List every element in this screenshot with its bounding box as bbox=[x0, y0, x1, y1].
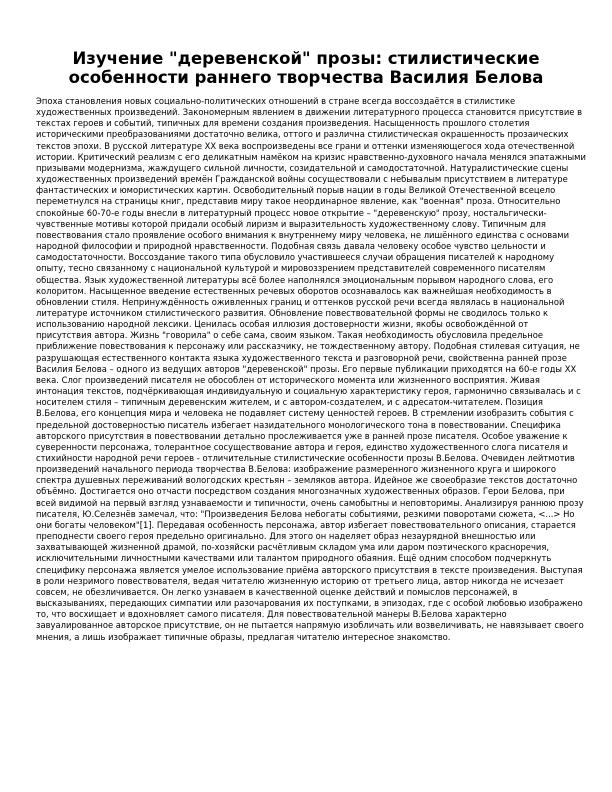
document-title: Изучение "деревенской" прозы: стилистические особенности раннего творчества Василия Белова bbox=[68, 49, 544, 87]
document-body-paragraph: Эпоха становления новых социально-политических отношений в стране всегда воссоздаётся в стилистике художественных произведений. Закономерным явлением в движении литературного процесса становится присутствие в текстах героев и событий, типичных для времени создания произведения. Насыщенность прошлого столетия историческими преобразованиями достаточно велика, оттого и различна стилистическая окрашенность прозаических текстов эпохи. В русской литературе XX века воспроизведены все грани и оттенки изменяющегося хода отечественной истории. Критический реализм с его деликатным намёком на кризис нравственно-духовного начала менялся эпатажными призывами модернизма, жаждущего сильной личности, созидательной и самодостаточной. Натуралистические сцены художественных произведений времён Гражданской войны сосуществовали с небывалым присутствием в литературе фантастических и юмористических картин. Освободительный порыв нации в годы Великой Отечественной всецело переметнулся на страницы книг, представив миру такое неординарное явление, как "военная" проза. Относительно спокойные 60-70-е годы внесли в литературный процесс новое открытие – "деревенскую" прозу, ностальгически-чувственные мотивы которой придали особый лиризм и выразительность художественному слову. Типичным для повествования стало проявление особого внимания к внутреннему миру человека, не лишённого единства с основами народной философии и природной нравственности. Подобная связь давала человеку особое чувство цельности и самодостаточности. Воссоздание такого типа обусловило участившееся случаи обращения писателей к народному опыту, тесно связанному с национальной культурой и мировоззрением представителей современного писателям общества. Язык художественной литературы всё более наполнялся эмоциональным порывом народного слова, его колоритом. Насыщенное введение естественных речевых оборотов осознавалось как важнейшая необходимость в обновлении стиля. Непринуждённость оживленных границ и оттенков русской речи всегда являлась в национальной литературе источником стилистического развития. Обновление повествовательной формы не сводилось только к использованию народной лексики. Ценилась особая иллюзия достоверности жизни, якобы освобождённой от присутствия автора. Жизнь "говорила" о себе сама, своим языком. Такая необходимость обусловила предельное приближение повествования к персонажу или рассказчику, не тождественному автору. Подобная стилевая ситуация, не разрушающая естественного контакта языка художественного текста и разговорной речи, свойственна ранней прозе Василия Белова – одного из ведущих авторов "деревенской" прозы. Его первые публикации приходятся на 60-е годы XX века. Слог произведений писателя не обособлен от исторического момента или жизненного восприятия. Живая интонация текстов, подчёркивающая индивидуальную и социальную характеристику героя, гармонично связывалась и с носителем стиля – типичным деревенским жителем, и с автором-создателем, и с адресатом-читателем. Позиция В.Белова, его концепция мира и человека не подавляет систему ценностей героев. В стремлении изобразить события с предельной достоверностью писатель избегает назидательного монологического тона в повествовании. Специфика авторского присутствия в повествовании детально прослеживается уже в ранней прозе писателя. Особое уважение к суверенности персонажа, толерантное сосуществование автора и героя, единство художественного слога писателя и стихийности народной речи героев - отличительные стилистические особенности прозы В.Белова. Очевиден лейтмотив произведений начального периода творчества В.Белова: изображение размеренного жизненного круга и широкого спектра душевных переживаний вологодских крестьян – земляков автора. Идейное же своеобразие текстов достаточно объёмно. Достигается оно отчасти посредством создания многозначных художественных образов. Герои Белова, при всей видимой на первый взгляд узнаваемости и типичности, очень самобытны и неповторимы. Анализируя раннюю прозу писателя, Ю.Селезнёв замечал, что: "Произведения Белова небогаты событиями, резкими поворотами сюжета, <...> Но они богаты человеком"[1]. Передавая особенность персонажа, автор избегает повествовательного описания, старается преподнести своего героя предельно оригинально. Для этого он наделяет образ незаурядной внешностью или захватывающей жизненной драмой, по-хозяйски расчётливым складом ума или даром поэтического красноречия, исключительными личностными качествами или талантом природного обаяния. Ещё одним способом подчеркнуть специфику персонажа является умелое использование приёма авторского присутствия в тексте произведения. Выступая в роли незримого повествователя, ведая читателю жизненную историю от третьего лица, автор никогда не исчезает совсем, не обезличивается. Он легко узнаваем в качественной оценке действий и помыслов персонажей, в высказываниях, передающих симпатии или разочарования их поступками, в эпизодах, где с особой любовью изображено то, что восхищает и вдохновляет самого писателя. Для повествовательной манеры В.Белова характерно завуалированное авторское присутствие, он не пытается напрямую изобличать или возвеличивать, не навязывает своего мнения, а лишь изображает типичные образы, предлагая читателю интересное знакомство. bbox=[36, 96, 586, 642]
